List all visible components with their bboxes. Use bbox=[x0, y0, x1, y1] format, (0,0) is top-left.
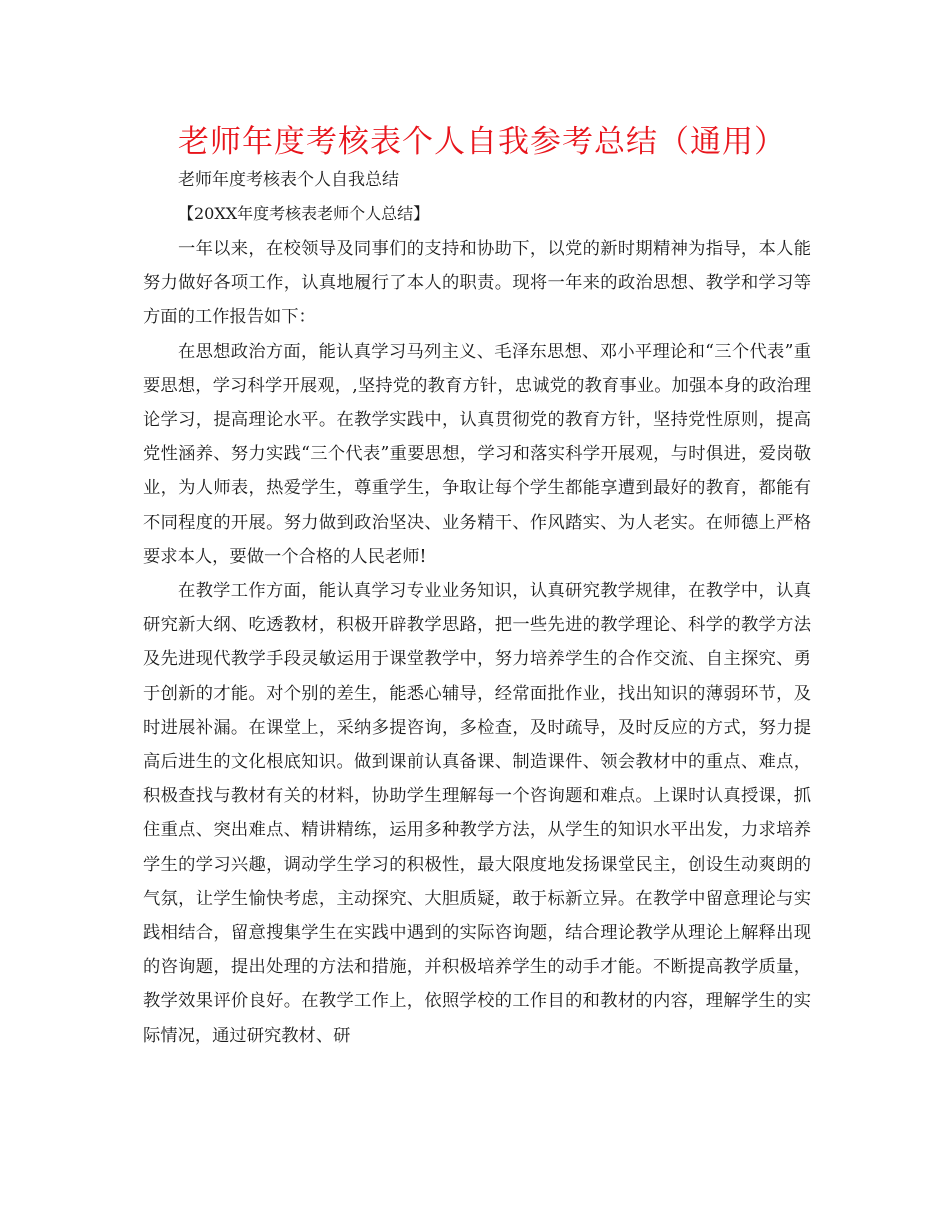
paragraph-intro: 一年以来，在校领导及同事们的支持和协助下，以党的新时期精神为指导，本人能努力做好各项工作，认真地履行了本人的职责。现将一年来的政治思想、教学和学习等方面的工作报告如下： bbox=[143, 239, 811, 328]
paragraph-teaching: 在教学工作方面，能认真学习专业业务知识，认真研究教学规律，在教学中，认真研究新大纲、吃透教材，积极开辟教学思路，把一些先进的教学理论、科学的教学方法及先进现代教学手段灵敏运用于课堂教学中，努力培养学生的合作交流、自主探究、勇于创新的才能。对个别的差生，能悉心辅导，经常面批作业，找出知识的薄弱环节，及时进展补漏。在课堂上，采纳多提咨询，多检查，及时疏导，及时反应的方式，努力提高后进生的文化根底知识。做到课前认真备课、制造课件、领会教材中的重点、难点，积极查找与教材有关的材料，协助学生理解每一个咨询题和难点。上课时认真授课，抓住重点、突出难点、精讲精练，运用多种教学方法，从学生的知识水平出发，力求培养学生的学习兴趣，调动学生学习的积极性，最大限度地发扬课堂民主，创设生动爽朗的气氛，让学生愉快考虑，主动探究、大胆质疑，敢于标新立异。在教学中留意理论与实践相结合，留意搜集学生在实践中遇到的实际咨询题，结合理论教学从理论上解释出现的咨询题，提出处理的方法和措施，并积极培养学生的动手才能。不断提高教学质量，教学效果评价良好。在教学工作上，依照学校的工作目的和教材的内容，理解学生的实际情况，通过研究教材、研 bbox=[143, 581, 811, 1046]
document-title: 老师年度考核表个人自我参考总结（通用） bbox=[178, 124, 786, 160]
document-body bbox=[143, 232, 811, 1053]
section-heading: 【20XX年度考核表老师个人总结】 bbox=[178, 204, 430, 223]
paragraph-political: 在思想政治方面，能认真学习马列主义、毛泽东思想、邓小平理论和“三个代表”重要思想，学习科学开展观，,坚持党的教育方针，忠诚党的教育事业。加强本身的政治理论学习，提高理论水平。在教学实践中，认真贯彻党的教育方针，坚持党性原则，提高党性涵养、努力实践“三个代表”重要思想，学习和落实科学开展观，与时俱进，爱岗敬业，为人师表，热爱学生，尊重学生，争取让每个学生都能享遭到最好的教育，都能有不同程度的开展。努力做到政治坚决、业务精干、作风踏实、为人老实。在师德上严格要求本人，要做一个合格的人民老师! bbox=[143, 341, 811, 567]
document-subtitle: 老师年度考核表个人自我总结 bbox=[178, 170, 399, 190]
